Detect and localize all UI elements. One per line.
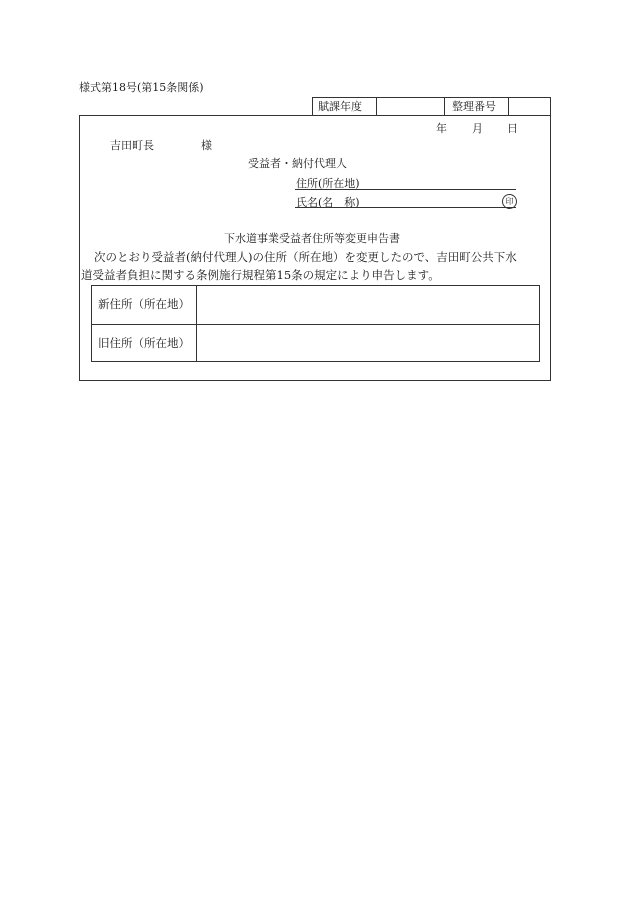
date-day: 日: [507, 122, 518, 135]
form-number-title: 様式第18号(第15条関係): [79, 81, 204, 94]
document-body-line-2: 道受益者負担に関する条例施行規程第15条の規定により申告します。: [81, 268, 440, 282]
applicant-address-line[interactable]: [295, 189, 516, 190]
serial-number-label: 整理番号: [445, 98, 509, 115]
document-heading: 下水道事業受益者住所等変更申告書: [224, 232, 400, 245]
address-change-table: [91, 285, 540, 362]
new-address-label: 新住所（所在地）: [98, 297, 190, 311]
applicant-title: 受益者・納付代理人: [248, 157, 347, 170]
addressee-honorific: 様: [201, 139, 212, 152]
date-year: 年: [436, 122, 447, 135]
tax-year-label: 賦課年度: [313, 98, 377, 115]
seal-icon: 印: [502, 194, 517, 209]
document-body-line-1: 次のとおり受益者(納付代理人)の住所（所在地）を変更したので、吉田町公共下水: [94, 250, 517, 264]
reference-table: [312, 97, 551, 115]
tax-year-field[interactable]: [377, 98, 445, 115]
applicant-name-label: 氏名(名 称): [296, 196, 360, 209]
old-address-field[interactable]: [197, 325, 539, 361]
applicant-name-line[interactable]: [295, 207, 516, 208]
old-address-label: 旧住所（所在地）: [98, 336, 190, 350]
serial-number-field[interactable]: [509, 98, 550, 115]
date-month: 月: [472, 122, 483, 135]
new-address-field[interactable]: [197, 286, 539, 324]
applicant-address-label: 住所(所在地): [296, 177, 360, 190]
addressee-mayor: 吉田町長: [110, 139, 154, 152]
